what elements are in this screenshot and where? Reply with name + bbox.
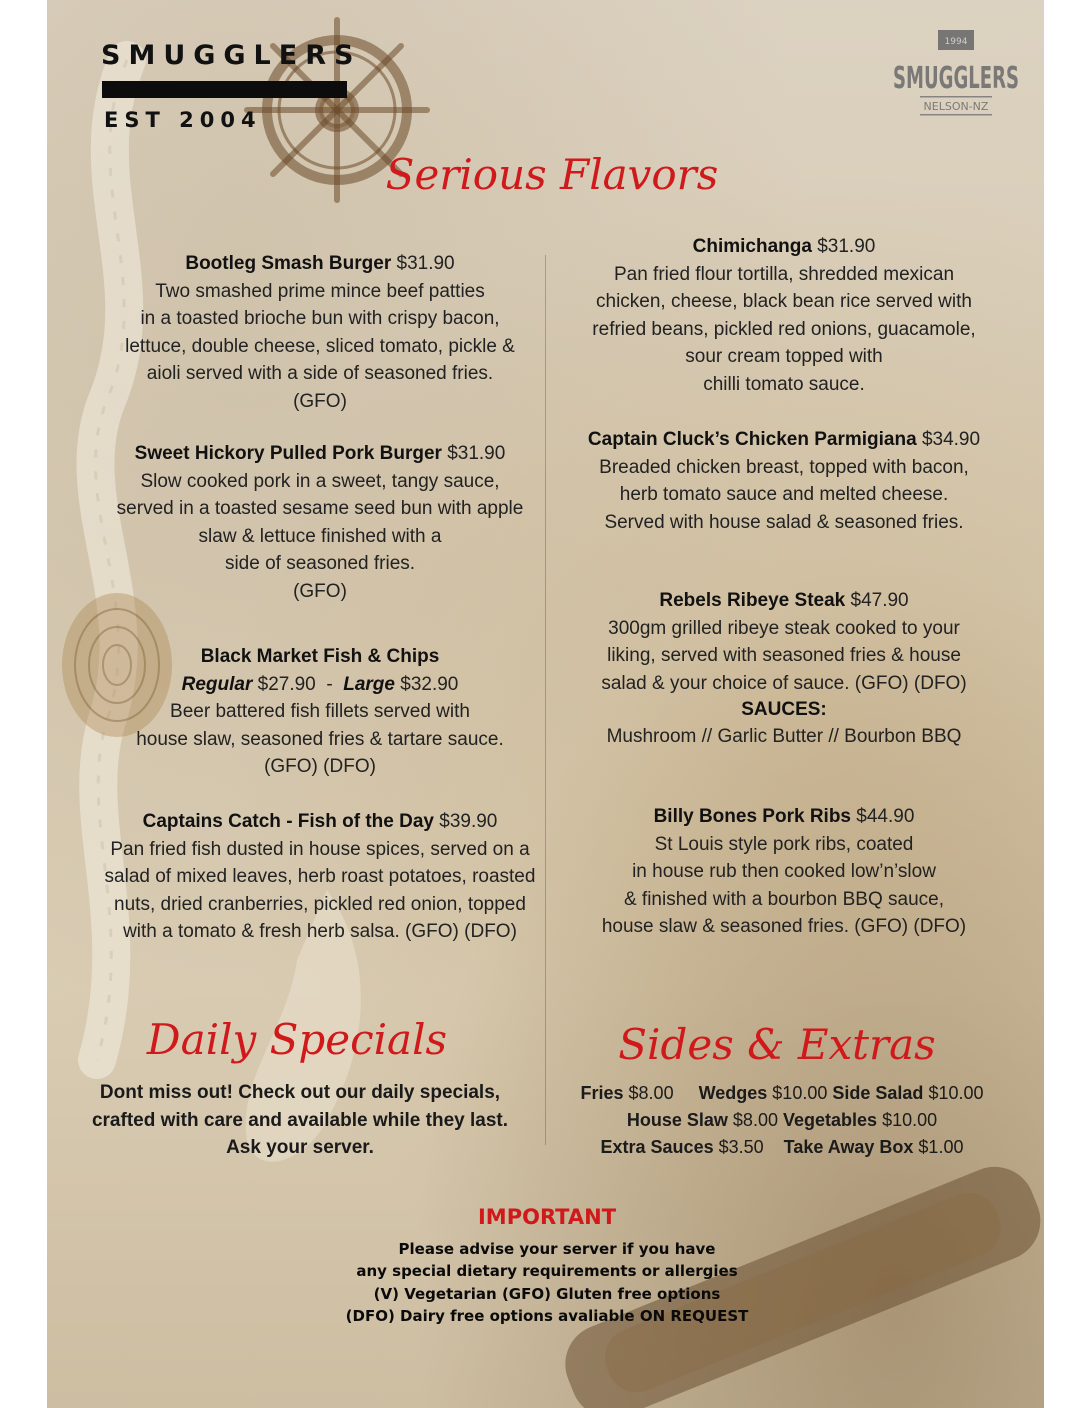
- item-price: $31.90: [396, 253, 455, 274]
- item-desc-line: nuts, dried cranberries, pickled red onion, topped: [114, 893, 526, 915]
- item-desc-line: salad of mixed leaves, herb roast potatoes, roasted: [104, 866, 536, 887]
- item-desc-line: (GFO): [293, 580, 347, 602]
- menu-item-black-market-fish: [75, 643, 565, 781]
- item-desc-line: house slaw, seasoned fries & tartare sauce.: [136, 728, 504, 750]
- item-desc-line: in a toasted brioche bun with crispy bacon,: [140, 308, 500, 329]
- important-title: IMPORTANT: [477, 1205, 617, 1229]
- item-desc-line: house slaw & seasoned fries. (GFO) (DFO): [601, 916, 967, 937]
- item-desc-line: in house rub then cooked low’n’slow: [632, 861, 936, 882]
- item-desc-line: chicken, cheese, black bean rice served with: [596, 291, 972, 312]
- side-price: $3.50: [718, 1137, 764, 1157]
- side-price: $10.00: [882, 1110, 938, 1130]
- item-desc-line: refried beans, pickled red onions, guacamole,: [592, 318, 976, 340]
- item-price: $34.90: [921, 429, 981, 450]
- sauces-list: Mushroom // Garlic Butter // Bourbon BBQ: [606, 726, 962, 747]
- important-line: Please advise your server if you have: [398, 1240, 716, 1258]
- item-desc-line: & finished with a bourbon BBQ sauce,: [623, 888, 945, 910]
- item-name: Captain Cluck’s Chicken Parmigiana: [587, 429, 917, 450]
- menu-item-captains-catch: [71, 808, 569, 946]
- item-desc-line: served in a toasted sesame seed bun with apple: [116, 498, 524, 519]
- side-name: Fries: [580, 1083, 624, 1103]
- side-price: $1.00: [918, 1137, 964, 1157]
- item-price-regular: $27.90: [257, 673, 316, 695]
- side-name: Wedges: [698, 1083, 768, 1103]
- menu-item-chicken-parmigiana: [559, 426, 1009, 536]
- daily-specials-text: [65, 1079, 535, 1162]
- item-name: Captains Catch - Fish of the Day: [142, 811, 434, 832]
- item-desc-line: sour cream topped with: [685, 346, 883, 367]
- heading-serious-flavors: Serious Flavors: [385, 150, 719, 199]
- menu-item-rebels-ribeye: [559, 587, 1009, 751]
- sides-list: [547, 1080, 1017, 1161]
- menu-item-bootleg-smash-burger: [75, 250, 565, 415]
- menu-page: [47, 0, 1044, 1408]
- item-desc-line: (GFO) (DFO): [264, 756, 376, 777]
- item-desc-line: Two smashed prime mince beef patties: [155, 280, 485, 302]
- smugglers-logo: [890, 26, 1022, 126]
- brand-divider-bar: [102, 81, 347, 98]
- item-desc-line: Pan fried fish dusted in house spices, served on a: [110, 838, 530, 860]
- item-desc-line: Pan fried flour tortilla, shredded mexican: [613, 263, 955, 285]
- item-price: $31.90: [447, 443, 506, 464]
- heading-sides-extras: Sides & Extras: [618, 1020, 936, 1069]
- item-desc-line: side of seasoned fries.: [224, 553, 416, 574]
- side-price: $10.00: [772, 1083, 828, 1103]
- side-price: $8.00: [628, 1083, 674, 1103]
- item-desc-line: aioli served with a side of seasoned fries.: [146, 363, 494, 384]
- heading-daily-specials: Daily Specials: [146, 1015, 448, 1064]
- important-line: any special dietary requirements or allergies: [356, 1262, 738, 1280]
- important-line: (V) Vegetarian (GFO) Gluten free options: [373, 1285, 721, 1303]
- item-price: $39.90: [439, 811, 498, 832]
- item-desc-line: liking, served with seasoned fries & house: [607, 645, 961, 666]
- item-price-large: $32.90: [400, 673, 459, 695]
- important-line: (DFO) Dairy free options avaliable ON REQUEST: [345, 1307, 749, 1325]
- side-name: House Slaw: [626, 1110, 728, 1130]
- daily-line: crafted with care and available while they last.: [91, 1109, 509, 1131]
- menu-item-sweet-hickory-burger: [75, 440, 565, 605]
- item-desc-line: (GFO): [293, 390, 347, 412]
- item-desc-line: Served with house salad & seasoned fries.: [604, 511, 964, 533]
- side-name: Side Salad: [832, 1083, 924, 1103]
- item-desc-line: chilli tomato sauce.: [703, 373, 865, 395]
- daily-line: Ask your server.: [226, 1137, 374, 1158]
- item-name: Sweet Hickory Pulled Pork Burger: [134, 443, 442, 464]
- brand-established: EST 2004: [104, 108, 262, 132]
- menu-item-billy-bones-ribs: [559, 803, 1009, 941]
- item-name: Black Market Fish & Chips: [200, 646, 440, 667]
- item-name: Rebels Ribeye Steak: [659, 590, 846, 611]
- item-price-separator: -: [326, 673, 333, 695]
- item-price: $47.90: [850, 590, 909, 611]
- side-price: $10.00: [928, 1083, 984, 1103]
- item-name: Chimichanga: [692, 236, 812, 257]
- sauces-label: SAUCES:: [741, 699, 827, 720]
- item-desc-line: Beer battered fish fillets served with: [170, 701, 470, 722]
- item-desc-line: St Louis style pork ribs, coated: [654, 833, 914, 855]
- item-desc-line: salad & your choice of sauce. (GFO) (DFO): [601, 672, 967, 694]
- logo-sub: NELSON-NZ: [923, 100, 989, 113]
- item-desc-line: slaw & lettuce finished with a: [198, 525, 442, 547]
- daily-line: Dont miss out! Check out our daily specials,: [99, 1082, 501, 1103]
- item-desc-line: herb tomato sauce and melted cheese.: [619, 484, 949, 505]
- item-desc-line: Slow cooked pork in a sweet, tangy sauce,: [140, 470, 500, 492]
- item-price: $31.90: [817, 236, 876, 257]
- item-price: $44.90: [856, 806, 915, 827]
- side-name: Vegetables: [782, 1110, 878, 1130]
- side-name: Extra Sauces: [600, 1137, 714, 1157]
- item-desc-line: lettuce, double cheese, sliced tomato, pickle &: [125, 335, 515, 357]
- side-price: $8.00: [732, 1110, 778, 1130]
- item-desc-line: Breaded chicken breast, topped with bacon,: [599, 456, 969, 478]
- item-desc-line: with a tomato & fresh herb salsa. (GFO) (DFO): [123, 921, 517, 942]
- brand-name: SMUGGLERS: [101, 40, 362, 71]
- side-name: Take Away Box: [783, 1137, 914, 1157]
- logo-word: SMUGGLERS: [893, 61, 1019, 96]
- item-size-large: Large: [343, 673, 395, 695]
- menu-item-chimichanga: [559, 233, 1009, 398]
- item-size-regular: Regular: [181, 673, 253, 695]
- item-name: Bootleg Smash Burger: [185, 253, 392, 274]
- item-name: Billy Bones Pork Ribs: [653, 806, 852, 827]
- item-desc-line: 300gm grilled ribeye steak cooked to your: [608, 617, 960, 639]
- logo-year: 1994: [944, 37, 968, 47]
